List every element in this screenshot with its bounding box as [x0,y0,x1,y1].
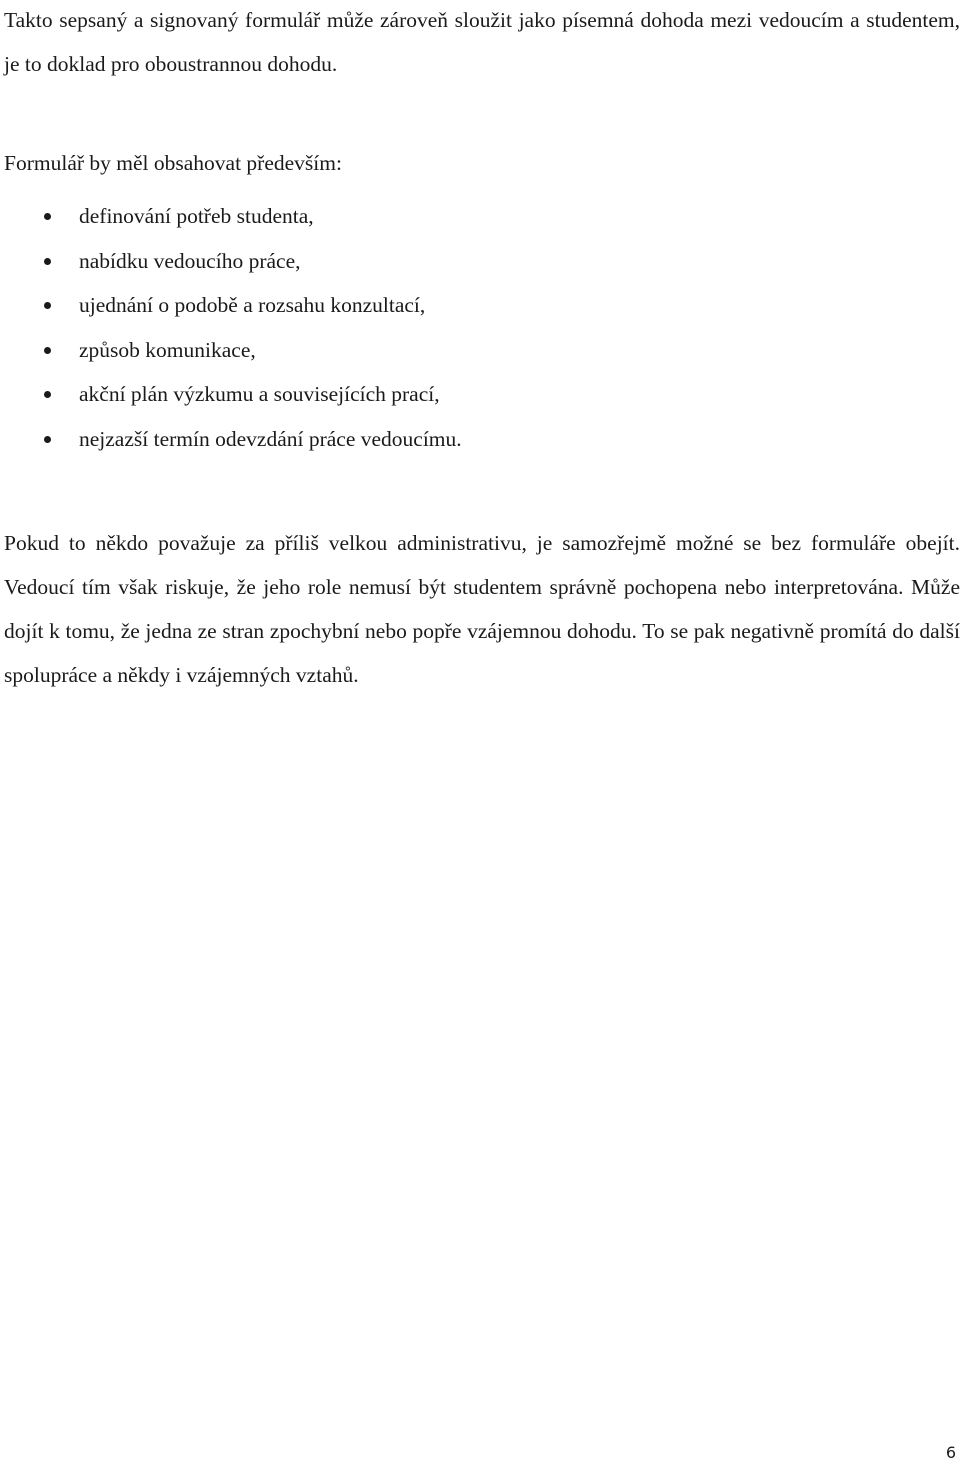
list-item-text: definování potřeb studenta, [79,204,314,228]
list-item-text: nabídku vedoucího práce, [79,248,301,273]
requirements-list [0,194,462,461]
list-item [0,372,462,417]
list-intro: Formulář by měl obsahovat především: [4,151,342,175]
paragraph-agreement: Takto sepsaný a signovaný formulář může zároveň sloužit jako písemná dohoda mezi vedoucím a studentem, je to doklad pro oboustrannou dohodu. [4,8,960,76]
list-item [0,417,462,462]
list-item [0,328,462,373]
list-item-text: způsob komunikace, [79,337,256,362]
bullet-dot-icon [44,391,51,398]
list-item-text: ujednání o podobě a rozsahu konzultací, [79,293,426,317]
bullet-dot-icon [44,347,51,354]
bullet-dot-icon [44,213,51,220]
bullet-dot-icon [44,258,51,265]
list-item [0,194,462,239]
page-number: 6 [945,1443,956,1462]
list-item [0,283,462,328]
bullet-dot-icon [44,302,51,309]
paragraph-administration: Pokud to někdo považuje za příliš velkou administrativu, je samozřejmě možné se bez formuláře obejít. Vedoucí tím však riskuje, že jeho role nemusí být studentem správně pochopena nebo interpretována. Může dojít k tomu, že jedna ze stran zpochybní nebo popře vzájemnou dohodu. To se pak negativně promítá do další spolupráce a někdy i vzájemných vztahů. [4,531,960,687]
bullet-dot-icon [44,436,51,443]
list-item-text: akční plán výzkumu a souvisejících prací, [79,382,440,406]
list-item [0,239,462,284]
list-item-text: nejzazší termín odevzdání práce vedoucímu. [79,426,462,451]
